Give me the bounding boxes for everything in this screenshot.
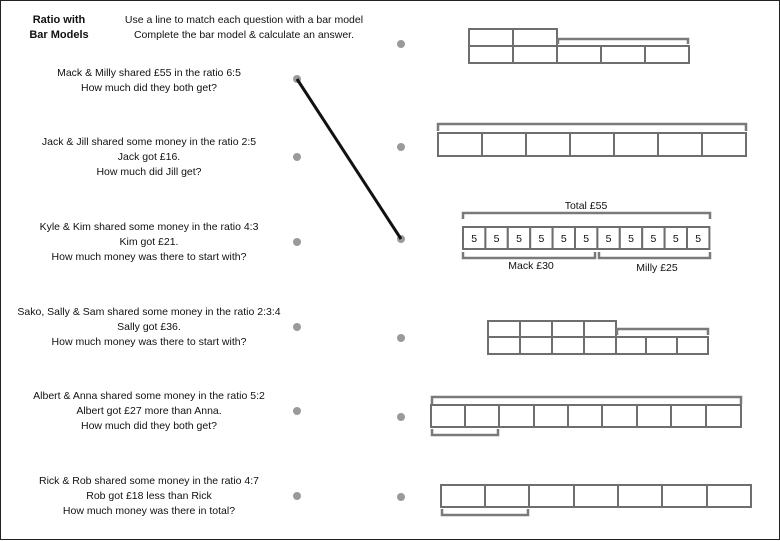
bar-model-4-cell: [552, 337, 584, 354]
worked-example-cell-value: 5: [672, 233, 679, 245]
question-6-line-2: Rob got £18 less than Rick: [86, 490, 212, 502]
bar-model-6-cell: [441, 485, 485, 507]
bar-model-6: [441, 485, 751, 515]
question-5-line-1: Albert & Anna shared some money in the ratio 5:2: [33, 390, 265, 402]
bar-model-1-cell: [601, 46, 645, 63]
question-2-line-1: Jack & Jill shared some money in the ratio 2:5: [41, 136, 257, 148]
bar-model-1-cell: [469, 46, 513, 63]
question-1-line-1: Mack & Milly shared £55 in the ratio 6:5: [57, 67, 241, 79]
question-4-line-3: How much money was there to start with?: [51, 336, 247, 348]
bar-model-2-cell: [438, 133, 482, 156]
bar-model-5: [431, 397, 741, 435]
bar-model-2-bracket: [438, 124, 746, 131]
instruction-line-1: Use a line to match each question with a bar model: [124, 14, 364, 26]
bar-model-2-cell: [658, 133, 702, 156]
worked-example-cell-value: 5: [493, 233, 500, 245]
bar-model-6-cell: [618, 485, 662, 507]
bar-model-4-cell: [677, 337, 708, 354]
bar-model-5-top-bracket: [432, 397, 741, 404]
bar-model-2-cell: [702, 133, 746, 156]
question-3-line-2: Kim got £21.: [119, 236, 179, 248]
worked-example-cell-value: 5: [538, 233, 545, 245]
title-line-1: Ratio with: [32, 14, 86, 26]
bar-model-4-cell: [584, 321, 616, 337]
total-label: Total £55: [564, 200, 608, 212]
bar-model-5-cell: [465, 405, 499, 427]
bar-model-2-cell: [526, 133, 570, 156]
title-line-2: Bar Models: [29, 29, 89, 41]
question-6-line-1: Rick & Rob shared some money in the ratio 4:7: [38, 475, 260, 487]
bar-model-5-bottom-bracket: [432, 429, 498, 435]
bar-model-6-cell: [707, 485, 751, 507]
bar-model-6-cell: [662, 485, 707, 507]
question-4-line-1: Sako, Sally & Sam shared some money in the ratio 2:3:4: [17, 306, 281, 318]
bar-model-6-cell: [485, 485, 529, 507]
bar-model-4-cell: [520, 337, 552, 354]
bar-models-canvas: [1, 1, 780, 541]
bar-model-5-cell: [431, 405, 465, 427]
bar-model-1: [469, 29, 689, 63]
question-4-line-2: Sally got £36.: [117, 321, 181, 333]
worked-example-cell-value: 5: [628, 233, 634, 245]
bar-model-1-cell: [513, 46, 557, 63]
question-2-line-3: How much did Jill get?: [96, 166, 202, 178]
bar-model-4-cell: [488, 337, 520, 354]
bar-model-2-cell: [570, 133, 614, 156]
bar-model-5-cell: [499, 405, 534, 427]
worked-example-cell-value: 5: [471, 233, 478, 245]
question-3-line-1: Kyle & Kim shared some money in the ratio 4:3: [39, 221, 259, 233]
bar-model-4-cell: [646, 337, 677, 354]
worked-example-cell-value: 5: [605, 233, 612, 245]
bar-model-2: [438, 124, 746, 156]
bar-model-1-cell: [645, 46, 689, 63]
bar-model-1-cell: [513, 29, 557, 46]
question-1-line-2: How much did they both get?: [81, 82, 217, 94]
match-line: [297, 79, 401, 239]
bar-model-5-cell: [671, 405, 706, 427]
question-3-line-3: How much money was there to start with?: [51, 251, 247, 263]
worked-example-cell-value: 5: [650, 233, 657, 245]
worked-example-cell-value: 5: [516, 233, 522, 245]
bar-model-4-cell: [488, 321, 520, 337]
question-6-line-3: How much money was there in total?: [62, 505, 236, 517]
bar-model-2-cell: [614, 133, 658, 156]
bar-model-4-cell: [520, 321, 552, 337]
bar-model-6-bracket: [442, 509, 528, 515]
milly-label: Milly £25: [636, 262, 678, 274]
worked-example-cell-value: 5: [695, 233, 702, 245]
question-5-line-2: Albert got £27 more than Anna.: [76, 405, 222, 417]
bar-model-1-cell: [557, 46, 601, 63]
bar-model-4-cell: [584, 337, 616, 354]
bar-model-4: [488, 321, 708, 354]
worked-example-cell-value: 5: [583, 233, 590, 245]
bar-model-6-cell: [529, 485, 574, 507]
worked-example-cell-value: 5: [560, 233, 567, 245]
total-bracket: [463, 213, 710, 219]
bar-model-4-cell: [552, 321, 584, 337]
mack-label: Mack £30: [508, 260, 554, 272]
bar-model-3: [463, 200, 710, 274]
bar-model-5-cell: [534, 405, 568, 427]
bar-model-5-cell: [706, 405, 741, 427]
question-2-line-2: Jack got £16.: [117, 151, 181, 163]
question-5-line-3: How much did they both get?: [81, 420, 217, 432]
mack-bracket: [463, 252, 595, 258]
milly-bracket: [599, 252, 710, 258]
bar-model-4-bracket: [617, 329, 708, 335]
bar-model-5-cell: [637, 405, 671, 427]
bar-model-5-cell: [602, 405, 637, 427]
instruction-line-2: Complete the bar model & calculate an answer.: [133, 29, 355, 41]
bar-model-4-cell: [616, 337, 646, 354]
bar-model-2-cell: [482, 133, 526, 156]
bar-model-1-cell: [469, 29, 513, 46]
bar-model-5-cell: [568, 405, 602, 427]
bar-model-1-bracket: [558, 39, 688, 44]
bar-model-6-cell: [574, 485, 618, 507]
